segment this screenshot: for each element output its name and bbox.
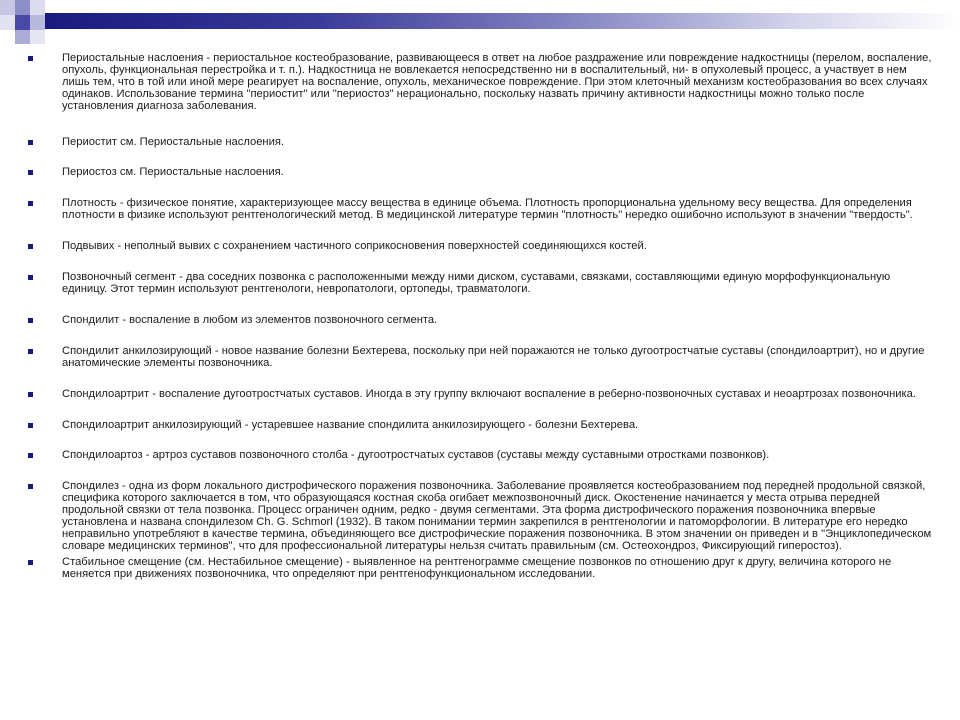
glossary-entry [26,450,936,462]
entry-text: Спондилоартоз - артроз суставов позвоночного столба - дугоотростчатых суставов (суставы между суставными отростками позвонков). [62,449,770,462]
glossary-entry [26,53,936,113]
bullet-icon [28,349,33,354]
bullet-icon [28,484,33,489]
glossary-entry [26,167,936,179]
entry-text: Спондилез - одна из форм локального дистрофического поражения позвоночника. Заболевание проявляется костеобразованием под передней продольной связкой, специфика которого заключается в том, что образующаяся костная скоба огибает межпозвоночный диск. Окостенение начинается у места отрыва передней продольной связки от тела позвонка. Процесс ограничен одним, редко - двумя сегментами. Эта форма дистрофического поражения позвоночника впервые установлена и названа спондилезом Ch. G. Schmorl (1932). В таком понимании термин закрепился в рентгенологии и патоморфологии. В литературе его нередко неправильно употребляют в качестве термина, объединяющего все дистрофические поражения позвоночника. В этом значении он приведен и в "Энциклопедическом словаре медицинских терминов", что для профессиональной литературы нельзя считать правильным (см. Остеохондроз, Фиксирующий гиперостоз). [62,480,932,552]
bullet-icon [28,453,33,458]
glossary-entry [26,481,936,552]
entry-text: Стабильное смещение (см. Нестабильное смещение) - выявленное на рентгенограмме смещение позвонков по отношению друг к другу, величина которого не меняется при движениях позвоночника, что определяют при рентгенофункциональном исследовании. [62,555,892,580]
glossary-entry [26,346,936,370]
bullet-icon [28,318,33,323]
slide-header-decoration [0,0,960,44]
entry-text: Спондилоартрит - воспаление дугоотростчатых суставов. Иногда в эту группу включают воспаление в реберно-позвоночных суставах и неоартрозах позвоночника. [62,387,917,400]
glossary-entry [26,272,936,296]
glossary-entry [26,557,936,581]
deco-square [0,0,15,15]
glossary-entry [26,241,936,253]
deco-square [0,15,15,30]
glossary-entry [26,389,936,401]
entry-text: Спондилоартрит анкилозирующий - устаревшее название спондилита анкилозирующего - болезни Бехтерева. [62,418,639,431]
glossary-entry [26,315,936,327]
deco-square [30,0,45,15]
deco-square [15,30,30,44]
entry-text: Подвывих - неполный вывих с сохранением частичного соприкосновения поверхностей соединяющихся костей. [62,240,647,253]
bullet-icon [28,244,33,249]
bullet-icon [28,201,33,206]
glossary-list [26,53,936,581]
deco-square [30,15,45,30]
entry-text: Плотность - физическое понятие, характеризующее массу вещества в единице объема. Плотность пропорциональна удельному весу вещества. Для определения плотности в физике используют рентгенологический метод. В медицинской литературе термин "плотность" нередко ошибочно используют в значении "твердость". [62,197,913,222]
entry-text: Периостит см. Периостальные наслоения. [62,135,285,148]
entry-text: Периостальные наслоения - периостальное костеобразование, развивающееся в ответ на любое раздражение или повреждение надкостницы (перелом, воспаление, опухоль, функциональная перестройка и т. п.). Надкостница не вовлекается непосредственно ни в воспалительный, ни- в опухолевый процесс, а участвует в нем лишь тем, что в той или иной мере реагирует на воспаление, опухоль, механическое повреждение. При этом клеточный механизм костеобразования во всех случаях одинаков. Использование термина "периостит" или "периостоз" нерационально, поскольку назвать причину активности надкостницы можно только после установления диагноза заболевания. [62,52,932,112]
bullet-icon [28,392,33,397]
bullet-icon [28,56,33,61]
entry-text: Спондилит анкилозирующий - новое название болезни Бехтерева, поскольку при ней поражаются не только дугоотростчатые суставы (спондилоартрит), но и другие анатомические элементы позвоночника. [62,344,925,369]
bullet-icon [28,275,33,280]
glossary-entry [26,137,936,149]
entry-text: Периостоз см. Периостальные наслоения. [62,166,284,179]
deco-square [30,30,45,44]
deco-square [15,15,30,30]
entry-text: Позвоночный сегмент - два соседних позвонка с расположенными между ними диском, суставами, связками, составляющими единую морфофункциональную единицу. Этот термин используют рентгенологи, невропатологи, ортопеды, травматологи. [62,271,891,295]
entry-text: Спондилит - воспаление в любом из элементов позвоночного сегмента. [62,313,438,326]
header-gradient-bar [44,13,960,29]
deco-square [15,0,30,15]
bullet-icon [28,140,33,145]
bullet-icon [28,170,33,175]
bullet-icon [28,560,33,565]
bullet-icon [28,423,33,428]
glossary-entry [26,198,936,222]
glossary-entry [26,420,936,432]
